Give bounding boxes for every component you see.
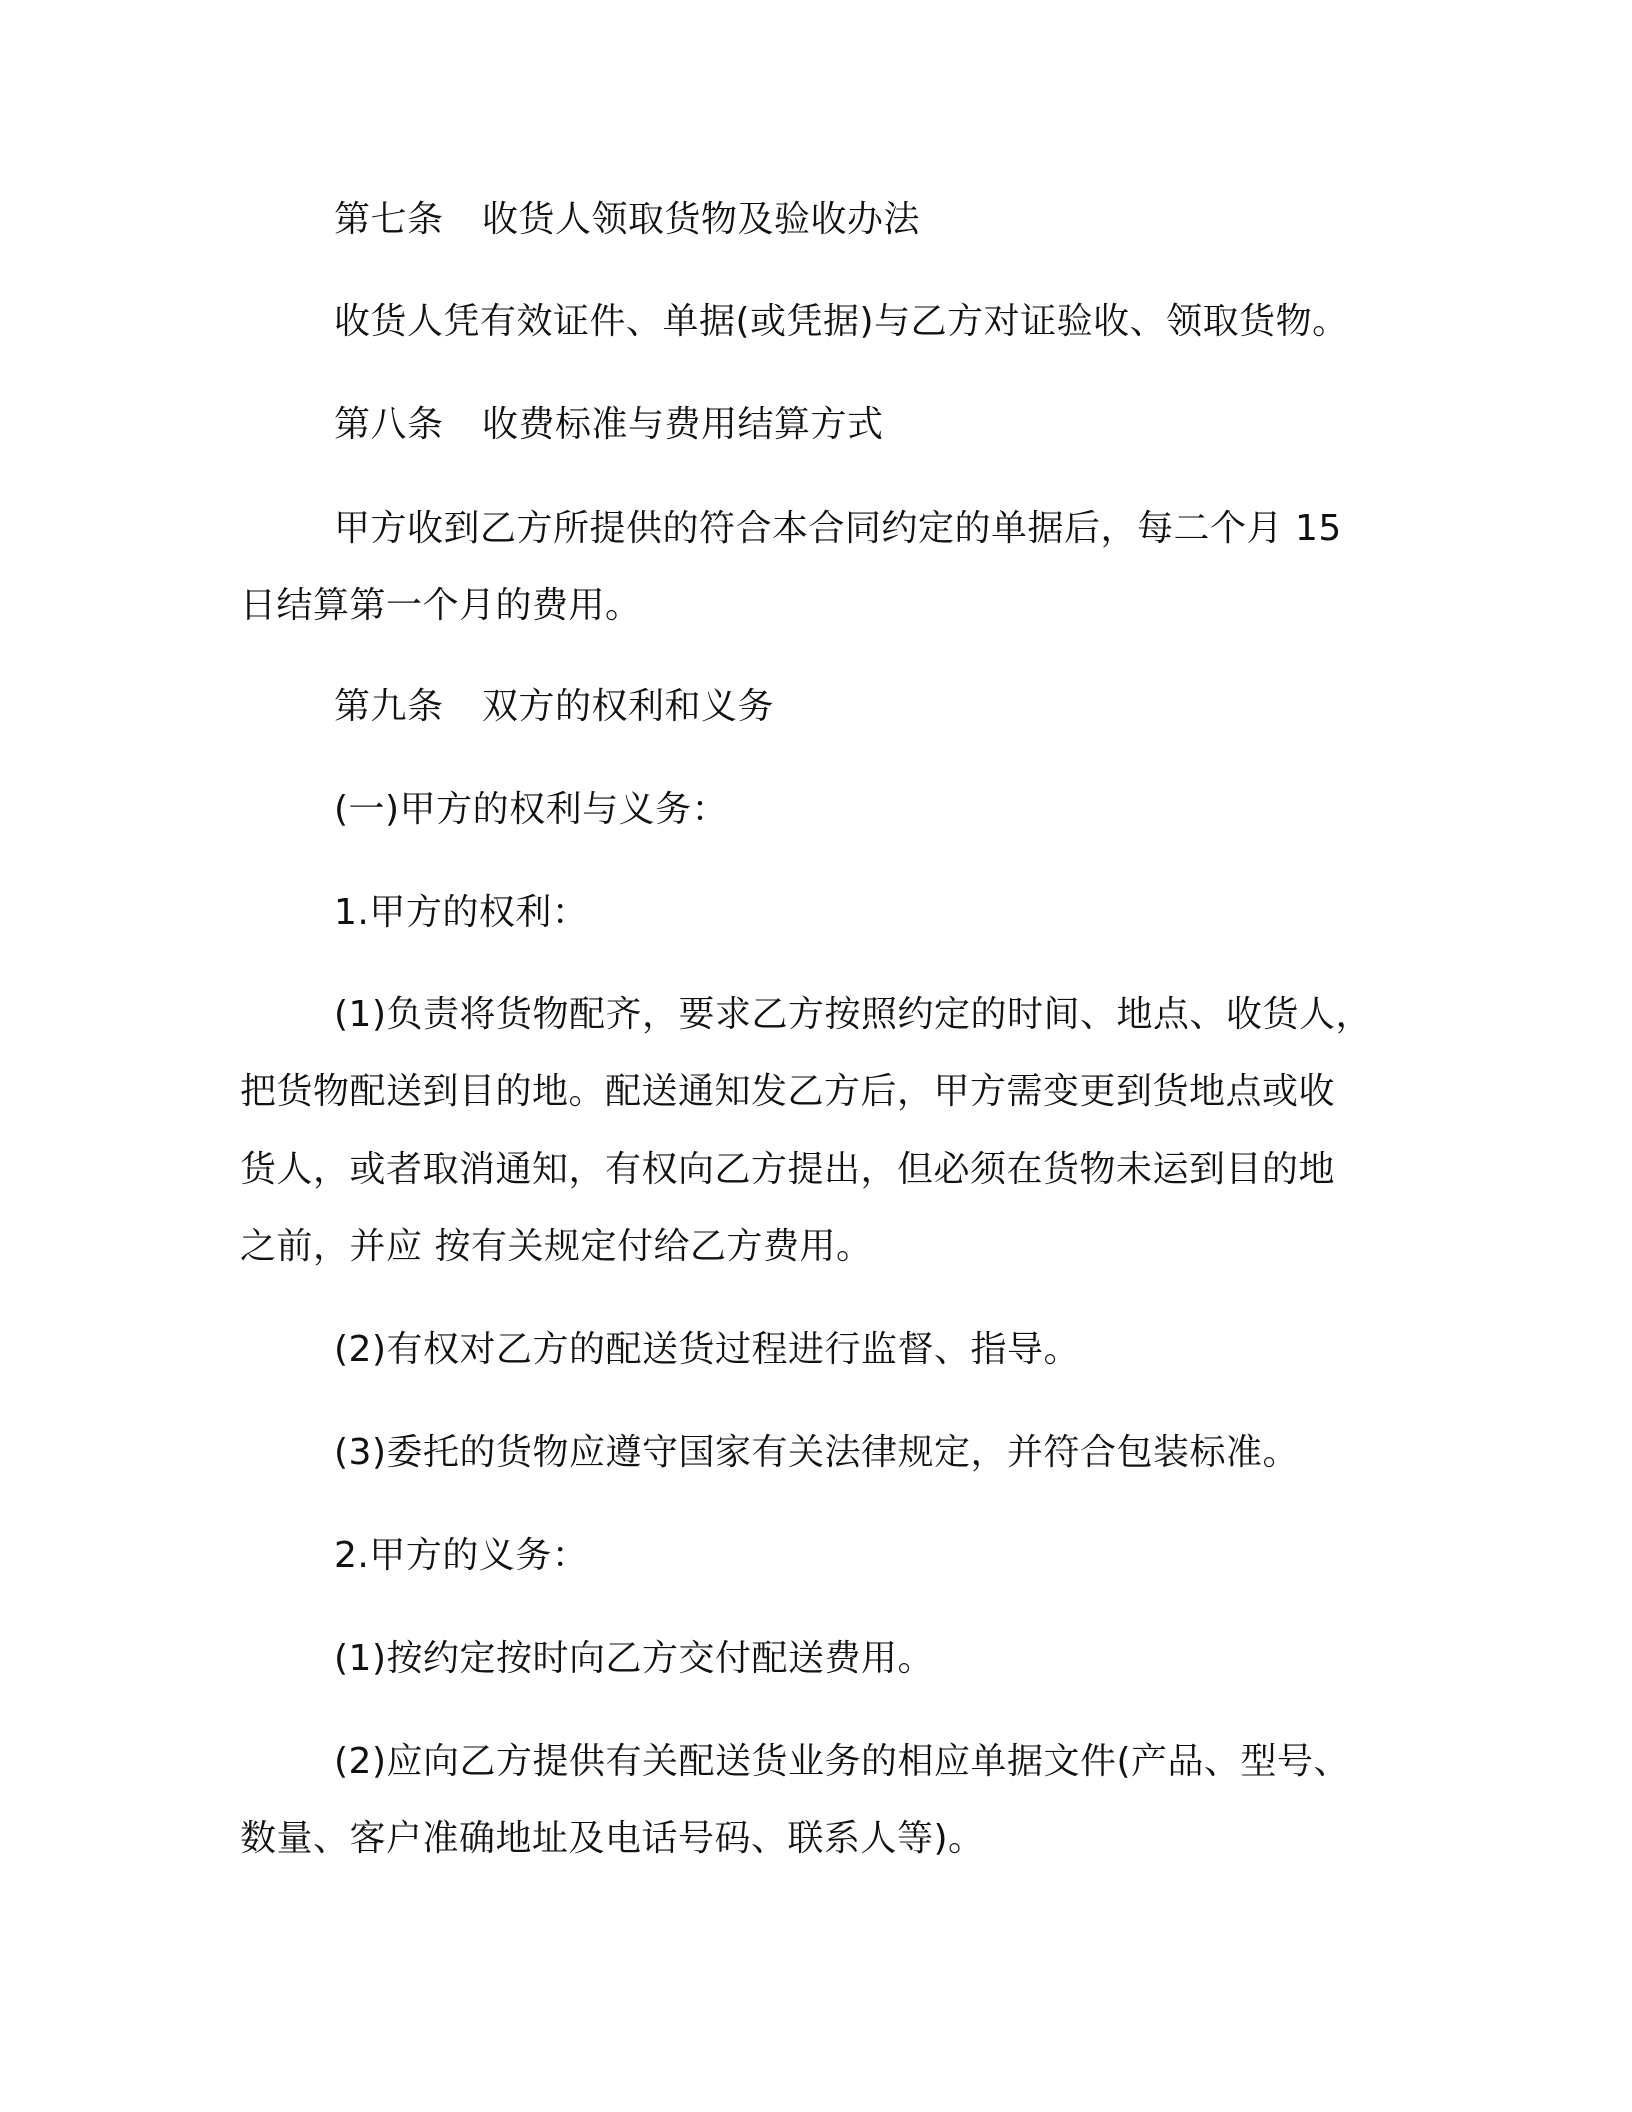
duty-1: (1)按约定按时向乙方交付配送费用。 <box>334 1638 934 1679</box>
article-9-number: 第九条 <box>334 686 444 727</box>
right-1-line-3: 货人，或者取消通知，有权向乙方提出，但必须在货物未运到目的地 <box>240 1149 1336 1190</box>
duty-2-line-1: (2)应向乙方提供有关配送货业务的相应单据文件(产品、型号、 <box>334 1741 1351 1782</box>
article-8-body-line-1: 甲方收到乙方所提供的符合本合同约定的单据后，每二个月 15 <box>334 508 1342 549</box>
article-7-body: 收货人凭有效证件、单据(或凭据)与乙方对证验收、领取货物。 <box>334 301 1349 342</box>
right-3: (3)委托的货物应遵守国家有关法律规定，并符合包装标准。 <box>334 1432 1299 1473</box>
right-2: (2)有权对乙方的配送货过程进行监督、指导。 <box>334 1329 1080 1370</box>
duty-2-line-2: 数量、客户准确地址及电话号码、联系人等)。 <box>240 1818 985 1859</box>
article-9-heading <box>334 687 774 727</box>
party-a-rights-heading: 1.甲方的权利： <box>334 892 589 933</box>
article-9-title: 双方的权利和义务 <box>482 686 775 727</box>
right-1-line-4: 之前，并应 按有关规定付给乙方费用。 <box>240 1226 873 1267</box>
right-1-line-2: 把货物配送到目的地。配送通知发乙方后，甲方需变更到货地点或收 <box>240 1071 1336 1112</box>
article-8-title: 收费标准与费用结算方式 <box>482 404 884 445</box>
article-8-heading <box>334 405 884 445</box>
right-1-line-1: (1)负责将货物配齐，要求乙方按照约定的时间、地点、收货人， <box>334 994 1372 1035</box>
party-a-duties-heading: 2.甲方的义务： <box>334 1535 589 1576</box>
article-7-title: 收货人领取货物及验收办法 <box>482 199 921 240</box>
article-7-heading <box>334 200 920 240</box>
party-a-heading: (一)甲方的权利与义务： <box>334 789 729 830</box>
article-7-number: 第七条 <box>334 199 444 240</box>
article-8-body-line-2: 日结算第一个月的费用。 <box>240 585 642 626</box>
article-8-number: 第八条 <box>334 404 444 445</box>
